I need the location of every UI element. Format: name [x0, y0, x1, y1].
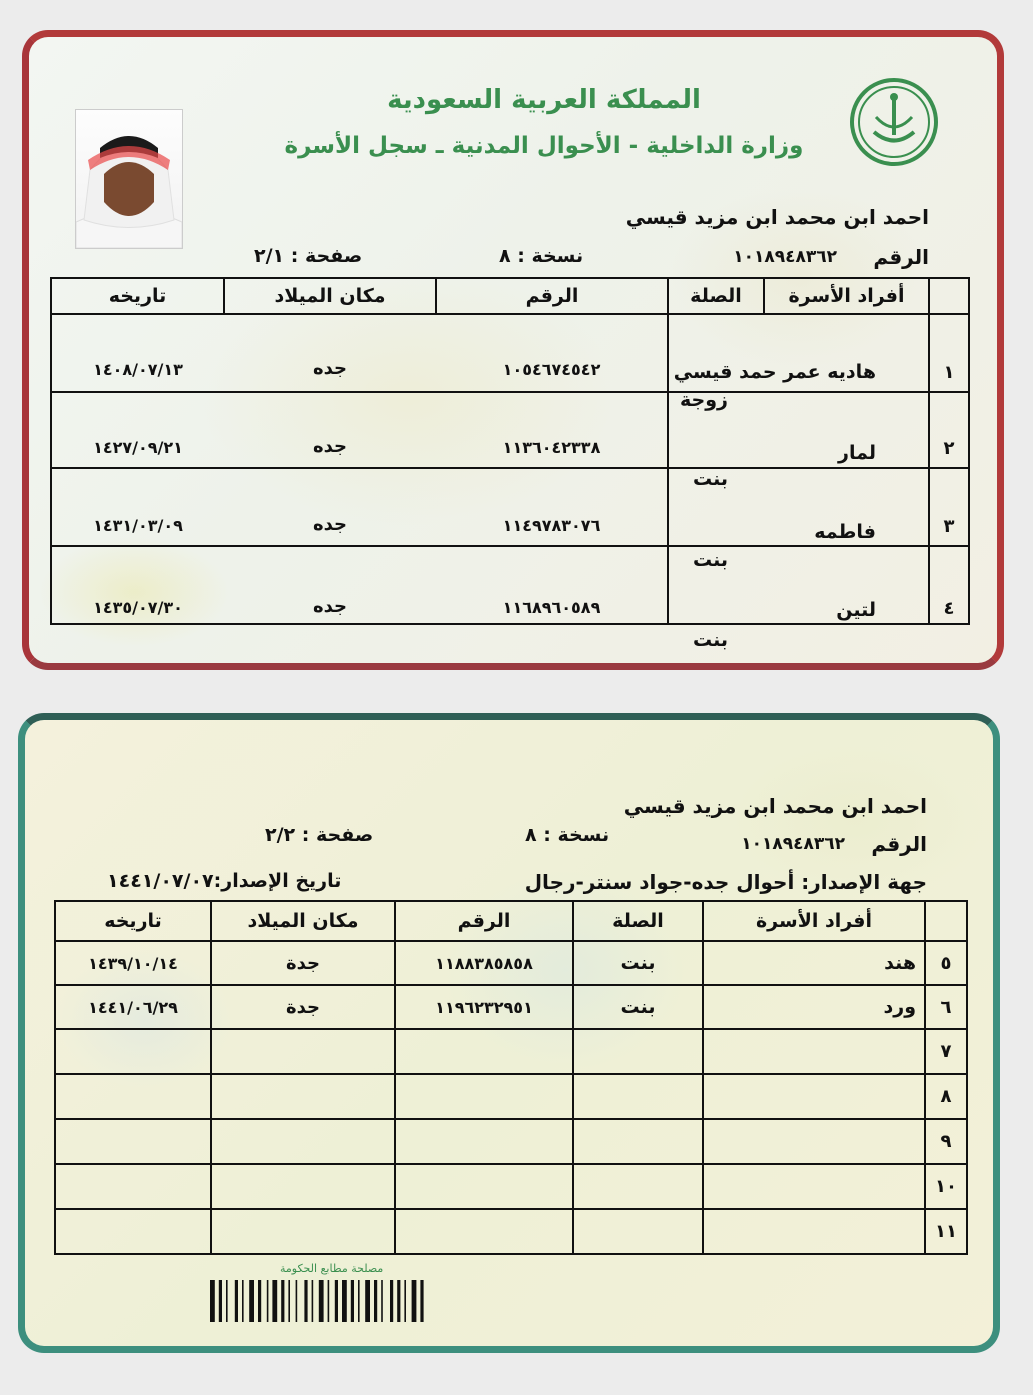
- issue-date-value: ١٤٤١/٠٧/٠٧: [107, 870, 214, 892]
- member-id: ١١٦٨٩٦٠٥٨٩: [436, 546, 668, 624]
- member-birthdate: [55, 1074, 211, 1119]
- kingdom-title: المملكة العربية السعودية: [387, 85, 701, 115]
- page-label: صفحة :: [301, 824, 374, 846]
- member-birthplace: جدة: [211, 941, 395, 985]
- member-relation: زوجة: [680, 389, 728, 411]
- member-name: [703, 1029, 925, 1074]
- row-number: ٩: [925, 1119, 967, 1164]
- header-index: [925, 901, 967, 941]
- member-birthplace: [211, 1209, 395, 1254]
- header-birthplace: مكان الميلاد: [224, 278, 436, 314]
- member-id: ١١٤٩٧٨٣٠٧٦: [436, 468, 668, 546]
- member-birthdate: ١٤٤١/٠٦/٢٩: [55, 985, 211, 1029]
- member-relation: [573, 1164, 703, 1209]
- member-birthdate: ١٤٢٧/٠٩/٢١: [51, 392, 224, 468]
- member-name: هند: [703, 941, 925, 985]
- member-birthplace: جده: [224, 392, 436, 468]
- holder-id-value: ١٠١٨٩٤٨٣٦٢: [733, 247, 837, 267]
- row-number: ٥: [925, 941, 967, 985]
- table-row: [51, 546, 969, 624]
- page-label: صفحة :: [290, 245, 363, 267]
- member-name: ورد: [703, 985, 925, 1029]
- row-number: ١١: [925, 1209, 967, 1254]
- member-cell: [668, 314, 929, 411]
- member-id: ١١٨٨٣٨٥٨٥٨: [395, 941, 573, 985]
- member-relation: [573, 1029, 703, 1074]
- page-number: [265, 824, 373, 846]
- member-name: لمار: [838, 442, 876, 464]
- member-birthplace: جده: [224, 314, 436, 392]
- table-row: [55, 1209, 967, 1254]
- family-members-table: [50, 277, 970, 651]
- saudi-emblem-icon: [849, 77, 939, 167]
- member-relation: [573, 1209, 703, 1254]
- member-id: [395, 1119, 573, 1164]
- holder-id-label: الرقم: [873, 245, 929, 269]
- member-name: فاطمه: [814, 521, 876, 543]
- table-header-row: [55, 901, 967, 941]
- member-relation: [573, 1119, 703, 1164]
- table-row: [51, 468, 969, 546]
- copy-number: [525, 824, 609, 846]
- header-members: أفراد الأسرة: [764, 278, 929, 314]
- page-value: ٢/١: [254, 245, 285, 267]
- member-birthdate: [55, 1029, 211, 1074]
- table-row: [51, 314, 969, 392]
- header-index: [929, 278, 969, 314]
- table-row: [55, 985, 967, 1029]
- copy-value: ٨: [525, 824, 537, 846]
- member-birthplace: [211, 1074, 395, 1119]
- member-id: ١٠٥٤٦٧٤٥٤٢: [436, 314, 668, 392]
- header-id: الرقم: [436, 278, 668, 314]
- row-number: ٢: [929, 392, 969, 468]
- copy-label: نسخة :: [543, 824, 610, 846]
- copy-label: نسخة :: [517, 245, 584, 267]
- table-header-row: [51, 278, 969, 314]
- page-number: [254, 245, 362, 267]
- page-value: ٢/٢: [265, 824, 296, 846]
- member-birthdate: [55, 1119, 211, 1164]
- member-relation: بنت: [573, 985, 703, 1029]
- printer-caption: مصلحة مطابع الحكومة: [280, 1262, 384, 1275]
- copy-value: ٨: [499, 245, 511, 267]
- family-card-back: [18, 713, 1000, 1353]
- holder-id-value: ١٠١٨٩٤٨٣٦٢: [741, 834, 845, 854]
- table-row: [55, 1029, 967, 1074]
- holder-id-label: الرقم: [871, 832, 927, 856]
- table-row: [55, 1164, 967, 1209]
- member-id: ١١٩٦٢٣٢٩٥١: [395, 985, 573, 1029]
- table-row: [55, 1119, 967, 1164]
- member-birthplace: [211, 1029, 395, 1074]
- issue-date-label: تاريخ الإصدار:: [213, 870, 342, 892]
- row-number: ٦: [925, 985, 967, 1029]
- table-row: [55, 941, 967, 985]
- member-id: [395, 1209, 573, 1254]
- member-birthdate: ١٤٣١/٠٣/٠٩: [51, 468, 224, 546]
- member-birthplace: [211, 1164, 395, 1209]
- table-row: [51, 392, 969, 468]
- member-birthdate: ١٤٠٨/٠٧/١٣: [51, 314, 224, 392]
- ministry-title: وزارة الداخلية - الأحوال المدنية ـ سجل الأسرة: [284, 133, 804, 159]
- member-birthdate: [55, 1209, 211, 1254]
- member-name: [703, 1119, 925, 1164]
- header-birthdate: تاريخه: [51, 278, 224, 314]
- member-name: [703, 1164, 925, 1209]
- row-number: ٨: [925, 1074, 967, 1119]
- member-id: [395, 1029, 573, 1074]
- member-id: ١١٣٦٠٤٢٣٣٨: [436, 392, 668, 468]
- family-card-front: [22, 30, 1004, 670]
- header-members: أفراد الأسرة: [703, 901, 925, 941]
- copy-number: [499, 245, 583, 267]
- member-name: هاديه عمر حمد قيسي: [673, 361, 876, 383]
- holder-name: احمد ابن محمد ابن مزيد قيسي: [623, 794, 927, 818]
- header-birthplace: مكان الميلاد: [211, 901, 395, 941]
- row-number: ٤: [929, 546, 969, 624]
- member-name: [703, 1074, 925, 1119]
- row-number: ١٠: [925, 1164, 967, 1209]
- family-members-table: [54, 900, 968, 1255]
- holder-name: احمد ابن محمد ابن مزيد قيسي: [625, 205, 929, 229]
- member-relation: بنت: [573, 941, 703, 985]
- member-relation: بنت: [692, 549, 728, 571]
- table-row: [55, 1074, 967, 1119]
- member-id: [395, 1074, 573, 1119]
- issuer: [525, 870, 927, 894]
- issuer-label: جهة الإصدار:: [801, 870, 927, 894]
- member-birthplace: جده: [224, 546, 436, 624]
- member-relation: بنت: [692, 468, 728, 490]
- member-id: [395, 1164, 573, 1209]
- member-birthplace: [211, 1119, 395, 1164]
- barcode-icon: [210, 1280, 472, 1322]
- issue-date: [107, 870, 341, 892]
- member-relation: بنت: [692, 629, 728, 651]
- header-id: الرقم: [395, 901, 573, 941]
- row-number: ٧: [925, 1029, 967, 1074]
- member-birthdate: [55, 1164, 211, 1209]
- row-number: ٣: [929, 468, 969, 546]
- member-name: لتين: [836, 599, 876, 621]
- holder-photo: [75, 109, 183, 249]
- member-birthdate: ١٤٣٥/٠٧/٣٠: [51, 546, 224, 624]
- member-name: [703, 1209, 925, 1254]
- header-relation: الصلة: [573, 901, 703, 941]
- member-birthplace: جده: [224, 468, 436, 546]
- header-relation: الصلة: [668, 278, 764, 314]
- member-birthdate: ١٤٣٩/١٠/١٤: [55, 941, 211, 985]
- issuer-value: أحوال جده-جواد سنتر-رجال: [524, 870, 795, 894]
- member-relation: [573, 1074, 703, 1119]
- member-birthplace: جدة: [211, 985, 395, 1029]
- header-birthdate: تاريخه: [55, 901, 211, 941]
- row-number: ١: [929, 314, 969, 392]
